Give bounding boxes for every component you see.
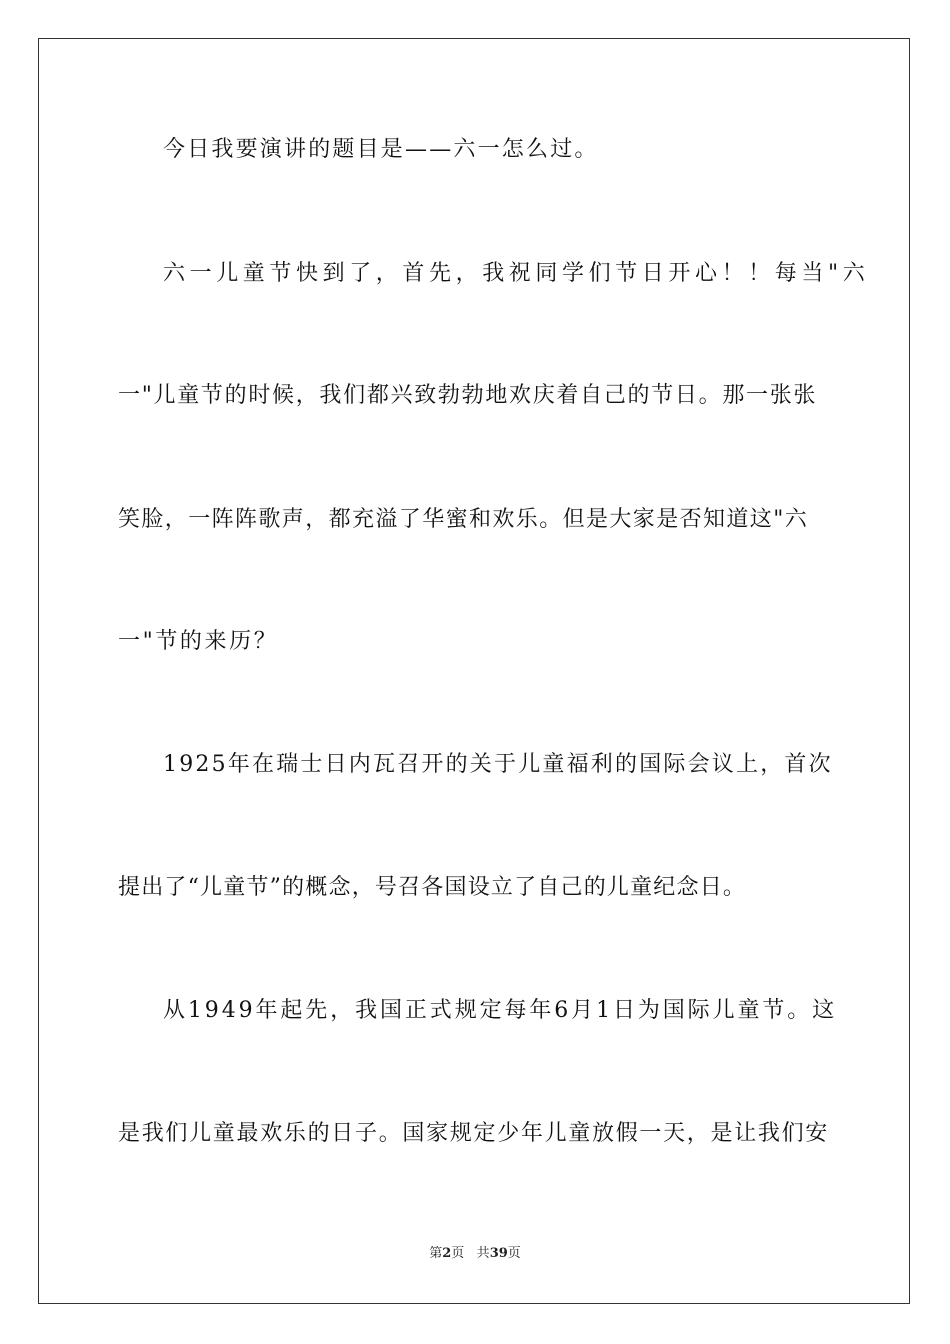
paragraph-2-line-2: 一"儿童节的时候，我们都兴致勃勃地欢庆着自己的节日。那一张张 bbox=[118, 383, 818, 408]
paragraph-4-line-2: 是我们儿童最欢乐的日子。国家规定少年儿童放假一天，是让我们安 bbox=[118, 1121, 830, 1146]
footer-gap bbox=[464, 1246, 476, 1261]
footer-total-prefix: 共 bbox=[476, 1246, 490, 1261]
paragraph-4-line-1: 从1949年起先，我国正式规定每年6月1日为国际儿童节。这 bbox=[163, 998, 838, 1023]
total-pages-number: 39 bbox=[489, 1246, 508, 1261]
footer-page-suffix: 页 bbox=[451, 1246, 465, 1261]
paragraph-3-line-1: 1925年在瑞士日内瓦召开的关于儿童福利的国际会议上，首次 bbox=[163, 752, 833, 777]
paragraph-2-line-4: 一"节的来历？ bbox=[118, 629, 279, 654]
footer-prefix: 第 bbox=[429, 1246, 443, 1261]
current-page-number: 2 bbox=[442, 1246, 452, 1261]
paragraph-2-line-1: 六一儿童节快到了，首先，我祝同学们节日开心！！每当"六 bbox=[163, 261, 870, 286]
page-footer bbox=[0, 1245, 950, 1263]
page-border bbox=[38, 38, 910, 1304]
paragraph-3-line-2: 提出了“儿童节”的概念，号召各国设立了自己的儿童纪念日。 bbox=[118, 875, 747, 900]
paragraph-1-line-1: 今日我要演讲的题目是——六一怎么过。 bbox=[163, 137, 599, 162]
paragraph-2-line-3: 笑脸，一阵阵歌声，都充溢了华蜜和欢乐。但是大家是否知道这"六 bbox=[118, 507, 809, 532]
footer-total-suffix: 页 bbox=[507, 1246, 521, 1261]
